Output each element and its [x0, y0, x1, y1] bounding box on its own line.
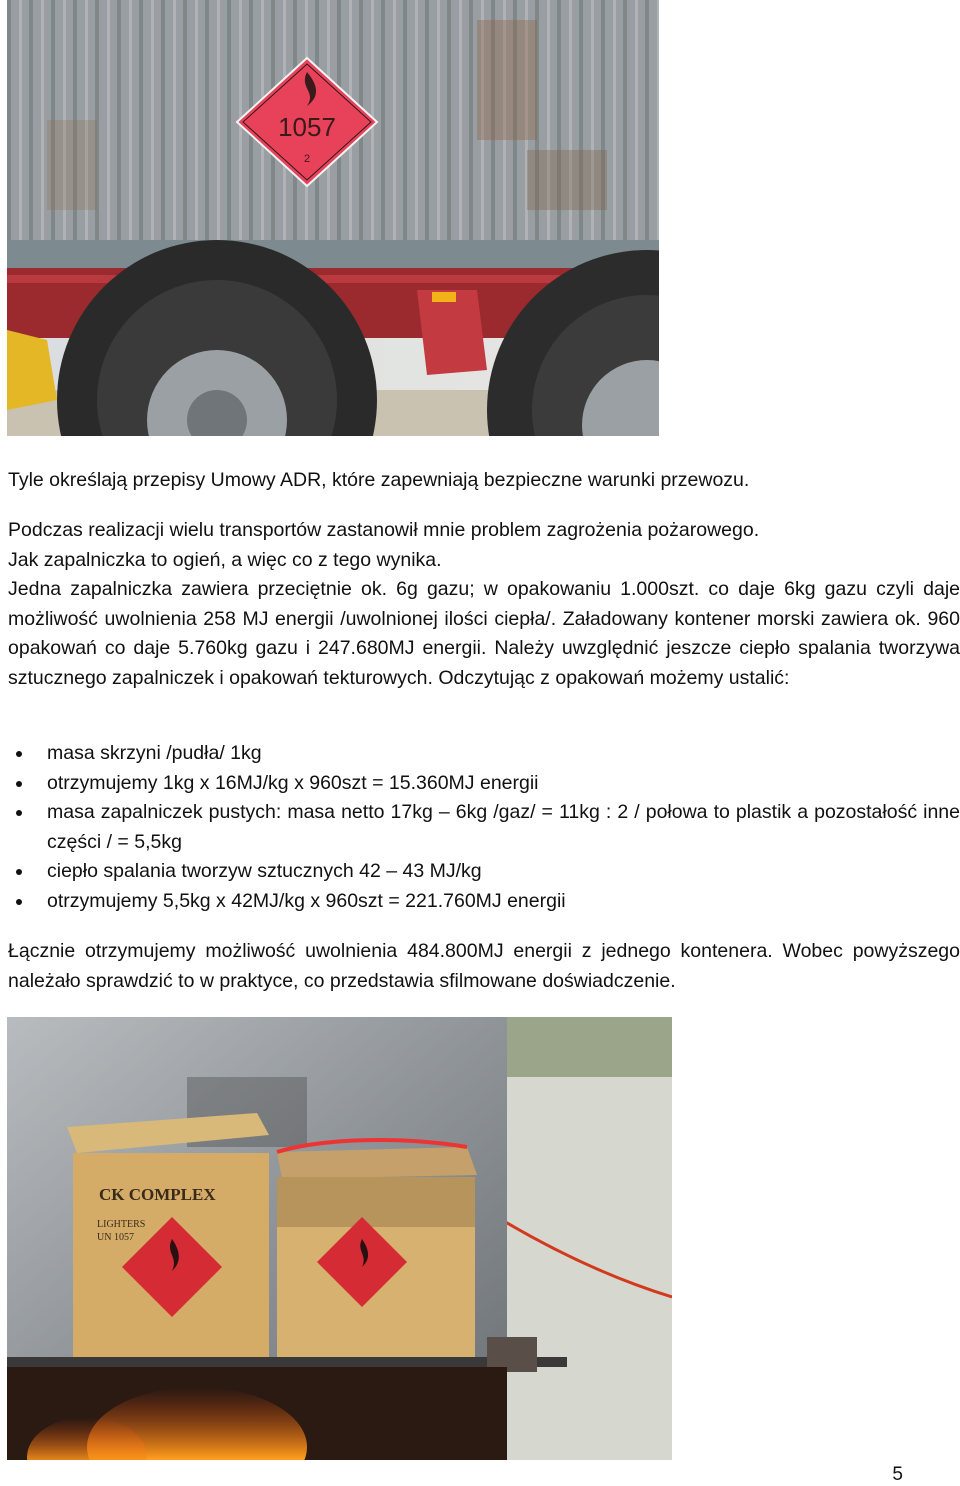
bullet-text: masa skrzyni /pudła/ 1kg	[47, 742, 262, 764]
hazard-label-class: 2	[303, 153, 311, 165]
box-line-2: UN 1057	[97, 1232, 134, 1243]
hazard-label-number: 1057	[278, 112, 336, 142]
bullet-icon	[16, 869, 22, 875]
bullet-item	[8, 798, 960, 857]
intro-text: Tyle określają przepisy Umowy ADR, które zapewniają bezpieczne warunki przewozu.	[8, 469, 750, 491]
bullet-icon	[16, 810, 22, 816]
bullet-item	[8, 739, 960, 769]
bullet-icon	[16, 781, 22, 787]
bullet-icon	[16, 751, 22, 757]
bullet-item	[8, 887, 960, 917]
bullet-text: masa zapalniczek pustych: masa netto 17kg – 6kg /gaz/ = 11kg : 2 / połowa to plastik a pozostałość inne części / = 5,5kg	[47, 801, 960, 853]
bullet-text: otrzymujemy 5,5kg x 42MJ/kg x 960szt = 221.760MJ energii	[47, 889, 566, 912]
main-line-2: Jak zapalniczka to ogień, a więc co z tego wynika.	[8, 548, 442, 571]
photo-burning-boxes	[7, 1017, 672, 1460]
summary-paragraph	[8, 937, 960, 996]
main-line-1: Podczas realizacji wielu transportów zastanowił mnie problem zagrożenia pożarowego.	[8, 519, 760, 541]
intro-paragraph	[8, 466, 960, 496]
bullet-item	[8, 857, 960, 887]
box-brand: CK COMPLEX	[99, 1185, 216, 1204]
bullet-text: ciepło spalania tworzyw sztucznych 42 – 43 MJ/kg	[47, 860, 482, 883]
main-paragraph	[8, 516, 960, 693]
bullet-icon	[16, 899, 22, 905]
summary-text: Łącznie otrzymujemy możliwość uwolnienia 484.800MJ energii z jednego kontenera. Wobec powyższego należało sprawdzić to w praktyce, co przedstawia sfilmowane doświadczenie.	[8, 940, 960, 992]
bullet-text: otrzymujemy 1kg x 16MJ/kg x 960szt = 15.360MJ energii	[47, 771, 539, 794]
main-body: Jedna zapalniczka zawiera przeciętnie ok. 6g gazu; w opakowaniu 1.000szt. co daje 6kg gazu czyli daje możliwość uwolnienia 258 MJ energii /uwolnionej ilości ciepła/. Załadowany kontener morski zawiera ok. 960 opakowań co daje 5.760kg gazu i 247.680MJ energii. Należy uwzględnić jeszcze ciepło spalania tworzywa sztucznego zapalniczek i opakowań tekturowych. Odczytując z opakowań możemy ustalić:	[8, 578, 960, 689]
lighter-box-right	[277, 1140, 477, 1357]
page-number: 5	[892, 1464, 903, 1485]
energy-bullet-list	[8, 739, 960, 917]
box-line-1: LIGHTERS	[97, 1219, 146, 1230]
photo-container-truck	[7, 0, 659, 436]
bullet-item	[8, 769, 960, 799]
